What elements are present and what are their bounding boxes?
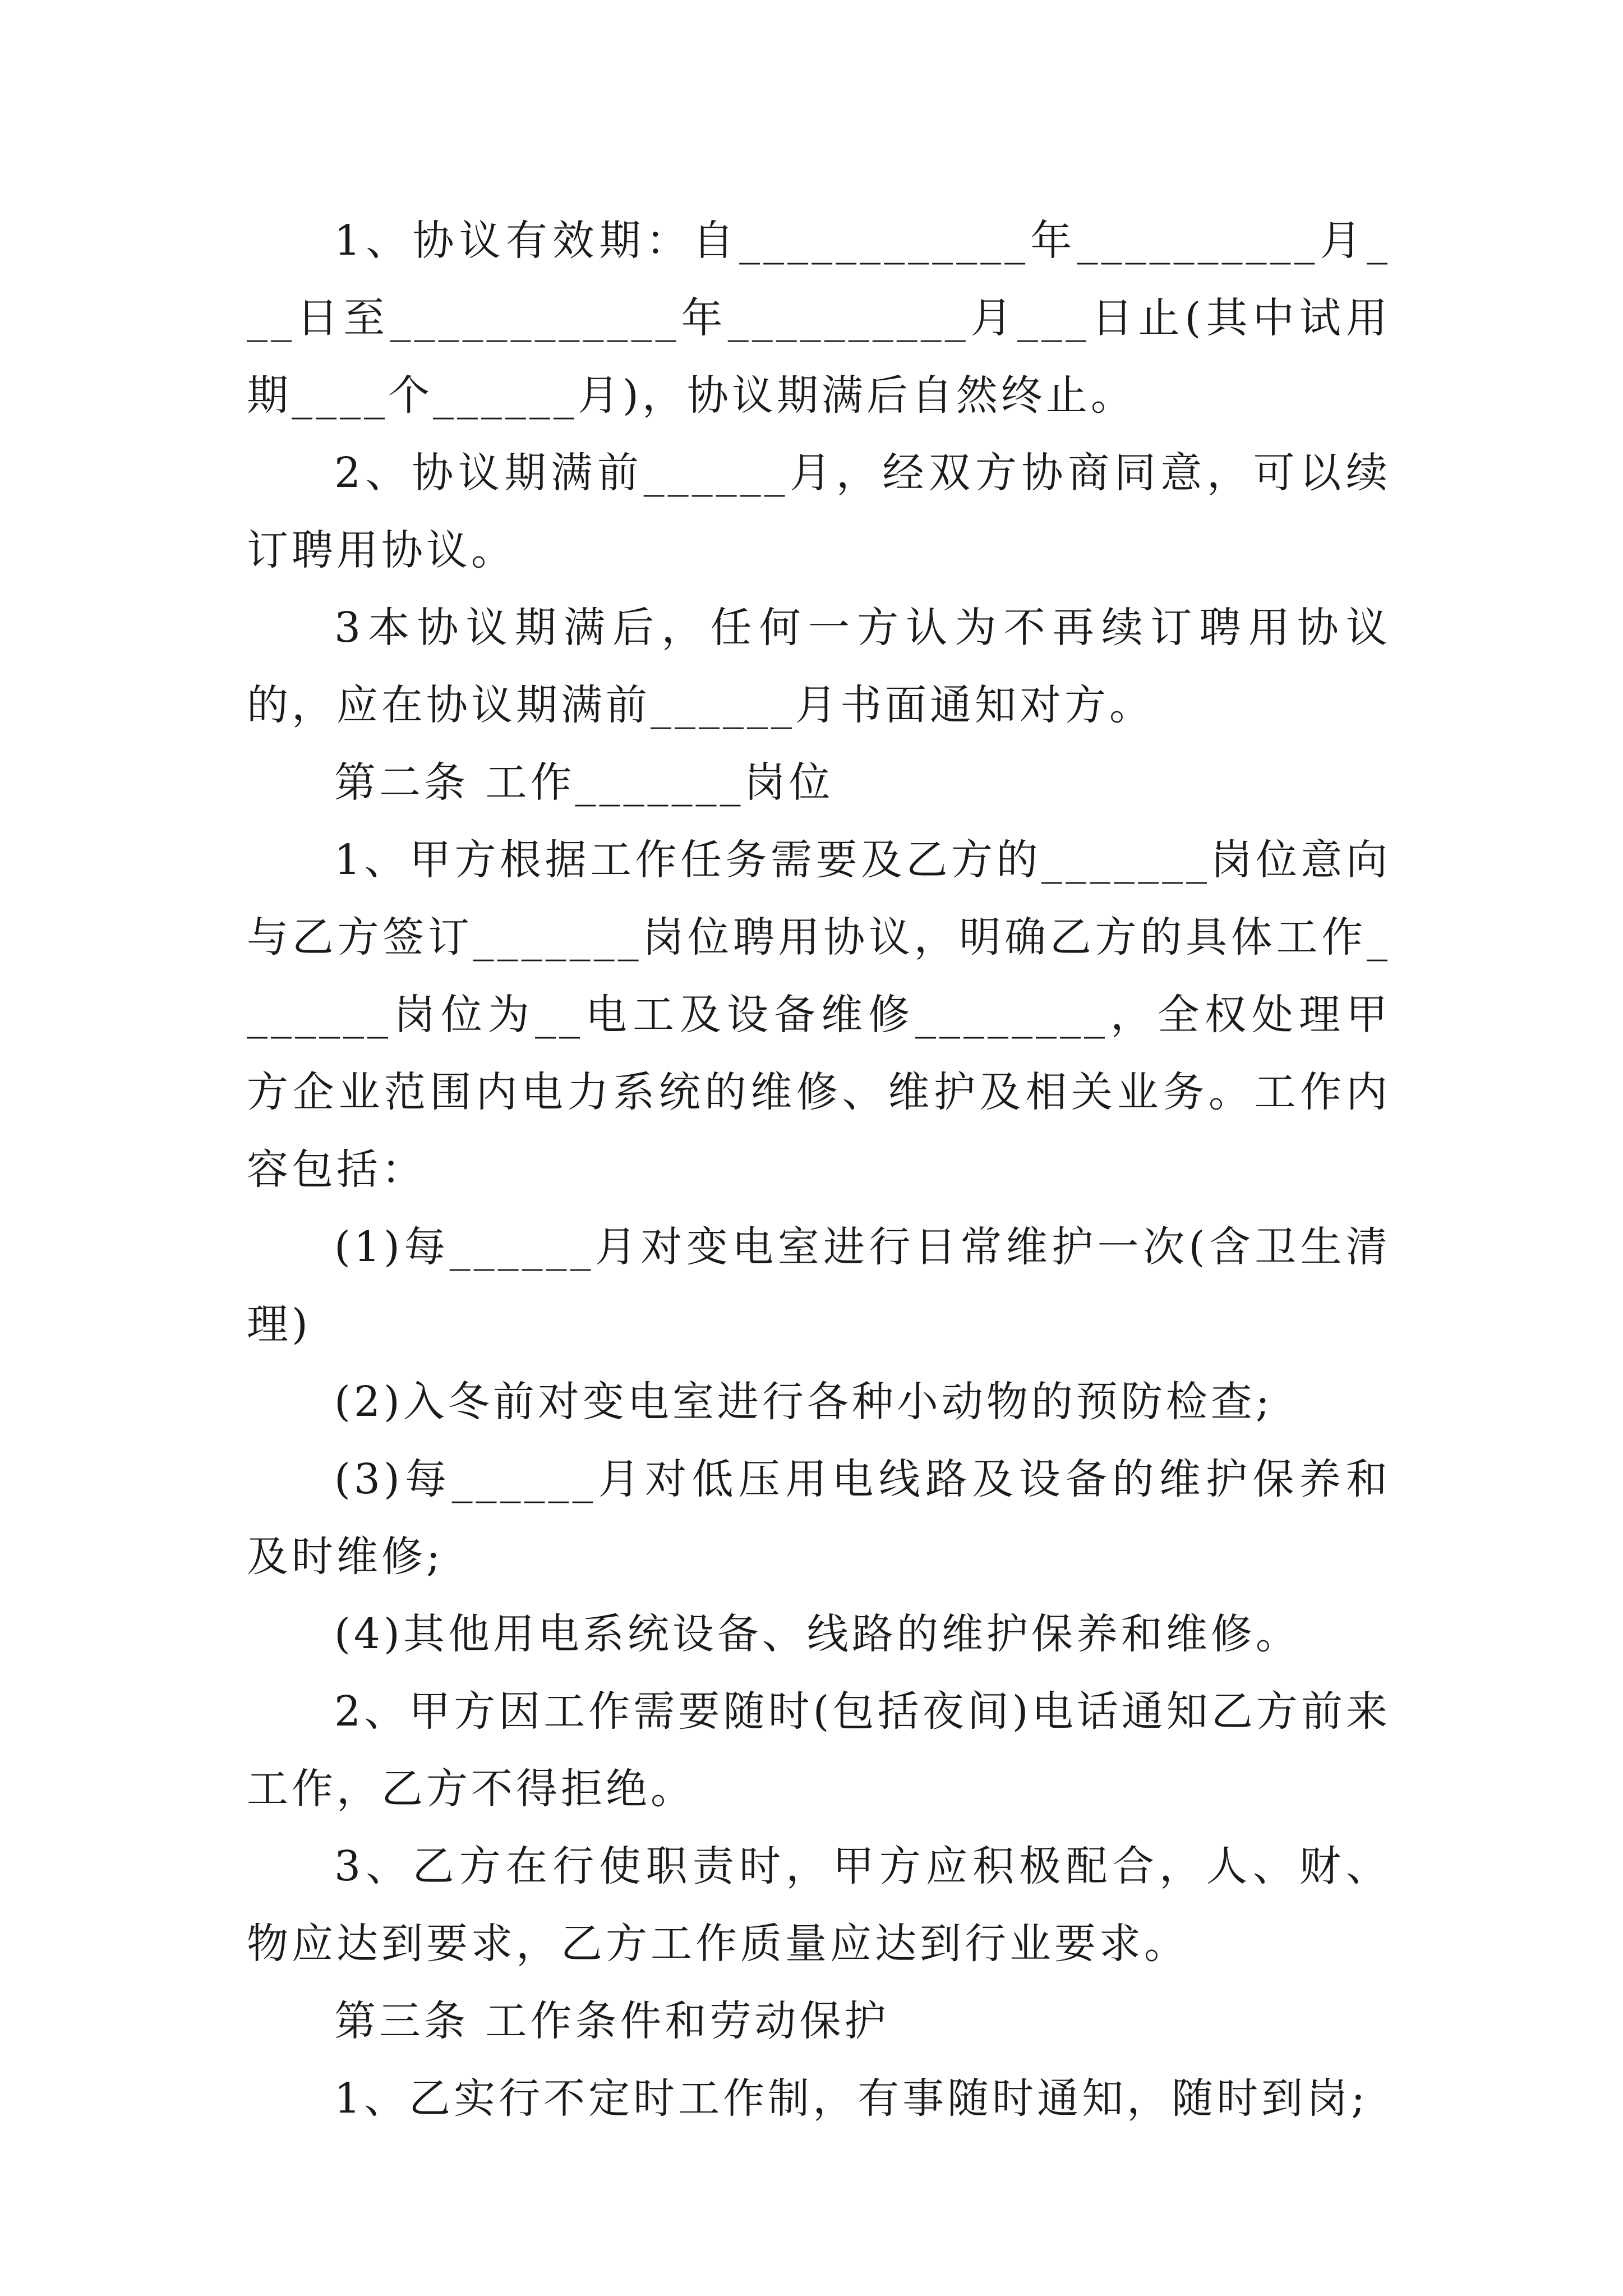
- clause-1-validity-period: 1、协议有效期：自____________年__________月___日至____________年__________月___日止(其中试用期____个______月)，协议期满后自然终止。: [247, 217, 1391, 420]
- article-3-item-1: 1、乙实行不定时工作制，有事随时通知，随时到岗;: [334, 2074, 1369, 2123]
- clause-1-renewal: 2、协议期满前______月，经双方协商同意，可以续订聘用协议。: [247, 449, 1391, 574]
- article-2-heading: 第二条 工作_______岗位: [334, 758, 834, 807]
- article-2-item-3: 3、乙方在行使职责时，甲方应积极配合，人、财、物应达到要求，乙方工作质量应达到行业要求。: [247, 1842, 1391, 1968]
- article-2-duty-4: (4)其他用电系统设备、线路的维护保养和维修。: [334, 1610, 1301, 1658]
- clause-1-notice: 3本协议期满后，任何一方认为不再续订聘用协议的，应在协议期满前______月书面通知对方。: [247, 604, 1391, 729]
- article-2-duty-1: (1)每______月对变电室进行日常维护一次(含卫生清理): [247, 1223, 1391, 1349]
- article-2-duty-2: (2)入冬前对变电室进行各种小动物的预防检查;: [334, 1378, 1273, 1426]
- article-2-item-2: 2、甲方因工作需要随时(包括夜间)电话通知乙方前来工作，乙方不得拒绝。: [247, 1687, 1391, 1813]
- article-2-duty-3: (3)每______月对低压用电线路及设备的维护保养和及时维修;: [247, 1455, 1391, 1581]
- document-body: [247, 202, 1391, 2137]
- article-2-item-1: 1、甲方根据工作任务需要及乙方的_______岗位意向与乙方签订_______岗位聘用协议，明确乙方的具体工作_______岗位为__电工及设备维修________，全权处理甲方企业范围内电力系统的维修、维护及相关业务。工作内容包括：: [247, 836, 1391, 1194]
- article-3-heading: 第三条 工作条件和劳动保护: [334, 1997, 889, 2045]
